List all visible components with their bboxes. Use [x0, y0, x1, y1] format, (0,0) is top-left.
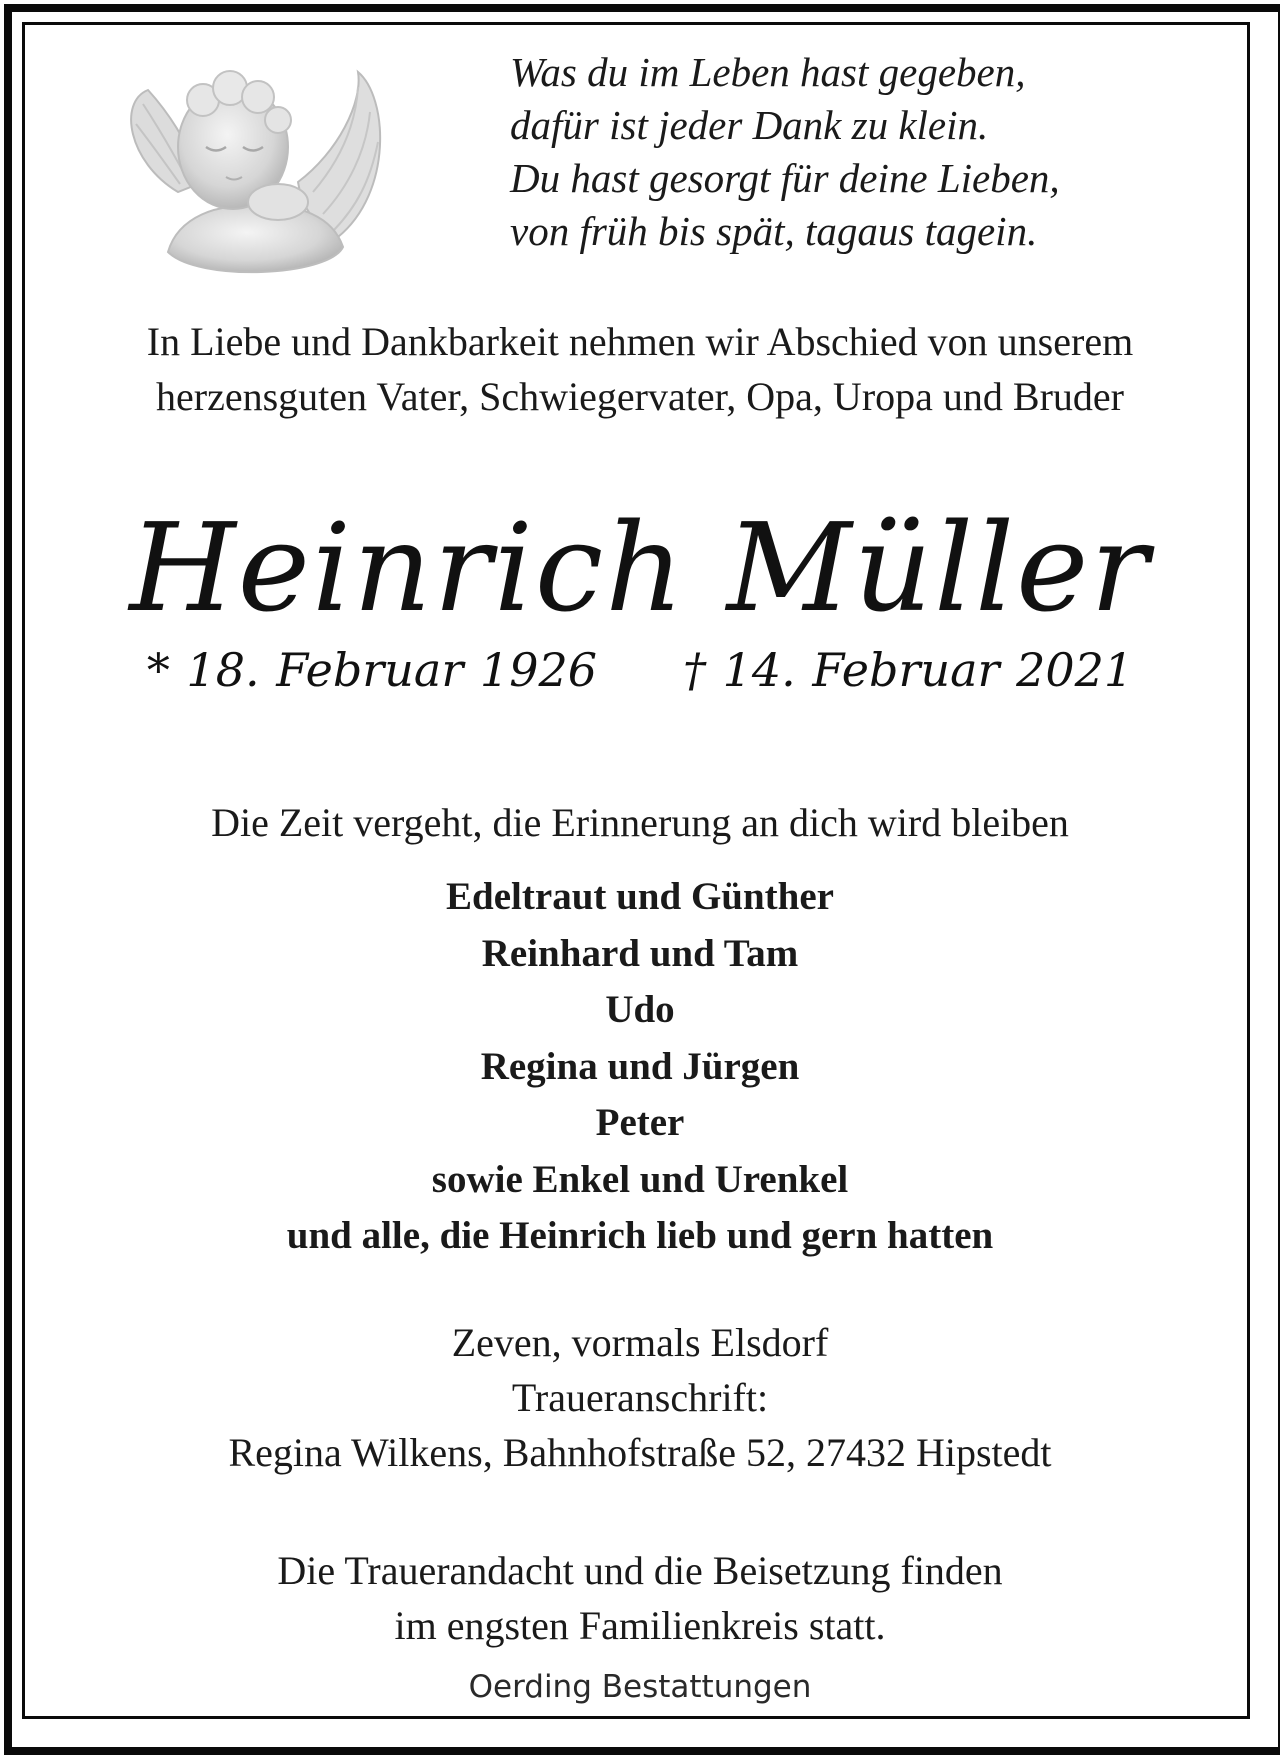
place-line: Zeven, vormals Elsdorf	[451, 1320, 829, 1365]
family-list	[0, 869, 1280, 1265]
address-block	[0, 1315, 1280, 1480]
intro-line: In Liebe und Dankbarkeit nehmen wir Abschied von unserem	[146, 319, 1134, 364]
intro-line: herzensguten Vater, Schwiegervater, Opa, Uropa und Bruder	[156, 374, 1124, 419]
family-line: Udo	[605, 988, 675, 1031]
ceremony-notice	[0, 1543, 1280, 1653]
intro-text	[0, 314, 1280, 424]
family-line: und alle, die Heinrich lieb und gern hatten	[286, 1214, 994, 1257]
poem-line: von früh bis spät, tagaus tagein.	[510, 208, 1038, 254]
poem-line: Du hast gesorgt für deine Lieben,	[510, 155, 1060, 201]
ceremony-line: im engsten Familienkreis statt.	[394, 1603, 886, 1648]
birth-date: * 18. Februar 1926	[146, 643, 597, 697]
motto: Die Zeit vergeht, die Erinnerung an dich wird bleiben	[211, 800, 1069, 845]
address-line: Regina Wilkens, Bahnhofstraße 52, 27432 Hipstedt	[228, 1430, 1052, 1475]
family-line: Reinhard und Tam	[481, 931, 799, 975]
life-dates	[0, 640, 1280, 700]
poem-line: Was du im Leben hast gegeben,	[510, 49, 1026, 95]
death-date: † 14. Februar 2021	[683, 643, 1134, 697]
family-line: Edeltraut und Günther	[446, 875, 834, 918]
address-label: Traueranschrift:	[511, 1375, 769, 1420]
poem-line: dafür ist jeder Dank zu klein.	[510, 102, 989, 148]
family-line: Peter	[595, 1101, 685, 1144]
family-line: Regina und Jürgen	[480, 1044, 800, 1088]
family-line: sowie Enkel und Urenkel	[431, 1157, 849, 1201]
ceremony-line: Die Trauerandacht und die Beisetzung finden	[277, 1548, 1003, 1593]
undertaker-credit: Oerding Bestattungen	[468, 1669, 812, 1705]
deceased-name: Heinrich Müller	[129, 497, 1151, 639]
poem	[510, 46, 1210, 258]
angel-figure-icon	[108, 42, 408, 294]
